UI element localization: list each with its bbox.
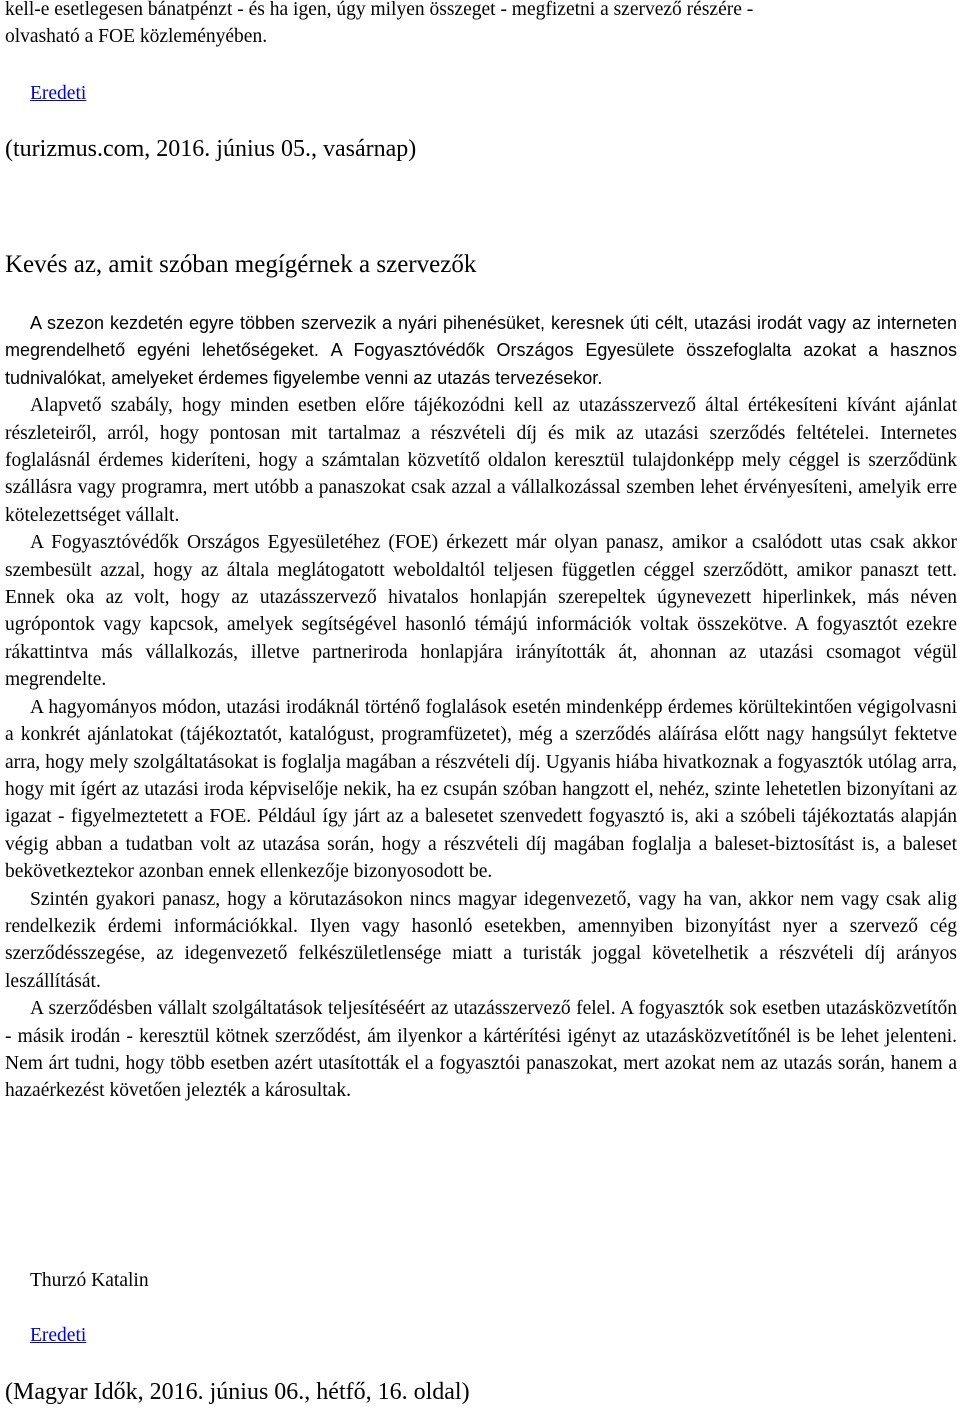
article-lead-paragraph: [5, 310, 957, 392]
article-paragraph: Szintén gyakori panasz, hogy a körutazásokon nincs magyar idegenvezető, vagy ha van, akkor nem vagy csak alig rendelkezik érdemi információkkal. Ilyen vagy hasonló esetekben, amennyiben bizonyítást nyer a szervező cég szerződésszegése, az idegenvezető felkészületlensége miatt a turisták joggal követelhetik a részvételi díj arányos leszállítását.: [5, 888, 957, 992]
original-link[interactable]: Eredeti: [30, 83, 87, 104]
article-title: Kevés az, amit szóban megígérnek a szervezők: [5, 251, 477, 278]
article-author: Thurzó Katalin: [30, 1270, 149, 1291]
article-paragraph: Alapvető szabály, hogy minden esetben előre tájékozódni kell az utazásszervező által értékesíteni kívánt ajánlat részleteiről, arról, hogy pontosan mit tartalmaz a részvételi díj és mik az utazási szerződés feltételei. Internetes foglalásnál érdemes kideríteni, hogy a számtalan közvetítő oldalon keresztül tulajdonképp mely céggel is szerződünk szállásra vagy programra, mert utóbb a panaszokat csak azzal a vállalkozással szemben lehet érvényesíteni, amelyik erre kötelezettséget vállalt.: [5, 395, 957, 526]
source-citation: (turizmus.com, 2016. június 05., vasárnap): [5, 136, 417, 162]
original-link[interactable]: Eredeti: [30, 1325, 87, 1346]
previous-article-intro-line-2: olvasható a FOE közleményében.: [5, 26, 268, 47]
article-paragraph: A hagyományos módon, utazási irodáknál történő foglalások esetén mindenképp érdemes körültekintően végigolvasni a konkrét ajánlatokat (tájékoztatót, katalógust, programfüzetet), még a szerződés aláírása előtt nagy hangsúlyt fektetve arra, hogy mely szolgáltatásokat is foglalja magában a részvételi díj. Ugyanis hiába hivatkoznak a fogyasztók utólag arra, hogy mit ígért az utazási iroda képviselője nekik, ha ez csupán szóban hangzott el, nehéz, szinte lehetetlen bizonyítani az igazat - figyelmeztetett a FOE. Például így járt az a balesetet szenvedett fogyasztó is, aki a szóbeli tájékoztatás alapján végig abban a tudatban volt az utazása során, hogy a részvételi díj magában foglalja a baleset-biztosítást is, a baleset bekövetkeztekor azonban ennek ellenkezője bizonyosodott be.: [5, 696, 957, 883]
source-citation: (Magyar Idők, 2016. június 06., hétfő, 16. oldal): [5, 1379, 470, 1405]
article-body: [5, 310, 957, 1105]
lead-text-a: A szezon kezdetén egyre többen szervezik a nyári pihenésüket, keresnek úti célt, utazási irodát vagy az interneten megrendelhető egyéni lehetőségeket.: [5, 313, 957, 361]
lead-text-b: A Fogyasztóvédők Országos Egyesülete összefoglalta azokat a hasznos tudnivalókat, amelyeket érdemes figyelembe venni az utazás tervezésekor.: [5, 340, 957, 388]
article-paragraph: A szerződésben vállalt szolgáltatások teljesítéséért az utazásszervező felel. A fogyasztók sok esetben utazásközvetítőn - másik irodán - keresztül kötnek szerződést, ám ilyenkor a kártérítési igényt az utazásközvetítőnél is be lehet jelenteni. Nem árt tudni, hogy több esetben azért utasították el a fogyasztói panaszokat, mert azokat nem az utazás során, hanem a hazaérkezést követően jelezték a károsultak.: [5, 998, 957, 1102]
article-paragraph: A Fogyasztóvédők Országos Egyesületéhez (FOE) érkezett már olyan panasz, amikor a csalódott utas csak akkor szembesült azzal, hogy az általa meglátogatott weboldaltól teljesen független céggel szerződött, amikor panaszt tett. Ennek oka az volt, hogy az utazásszervező hivatalos honlapján szerepeltek úgynevezett hiperlinkek, más néven ugrópontok vagy kapcsok, amelyek segítségével hasonló témájú információk voltak összekötve. A fogyasztót ezekre rákattintva más vállalkozás, illetve partneriroda honlapjára irányították át, ahonnan az utazási csomagot végül megrendelte.: [5, 532, 957, 691]
previous-article-intro-line-1: kell-e esetlegesen bánatpénzt - és ha igen, úgy milyen összeget - megfizetni a szervező részére -: [5, 0, 754, 20]
